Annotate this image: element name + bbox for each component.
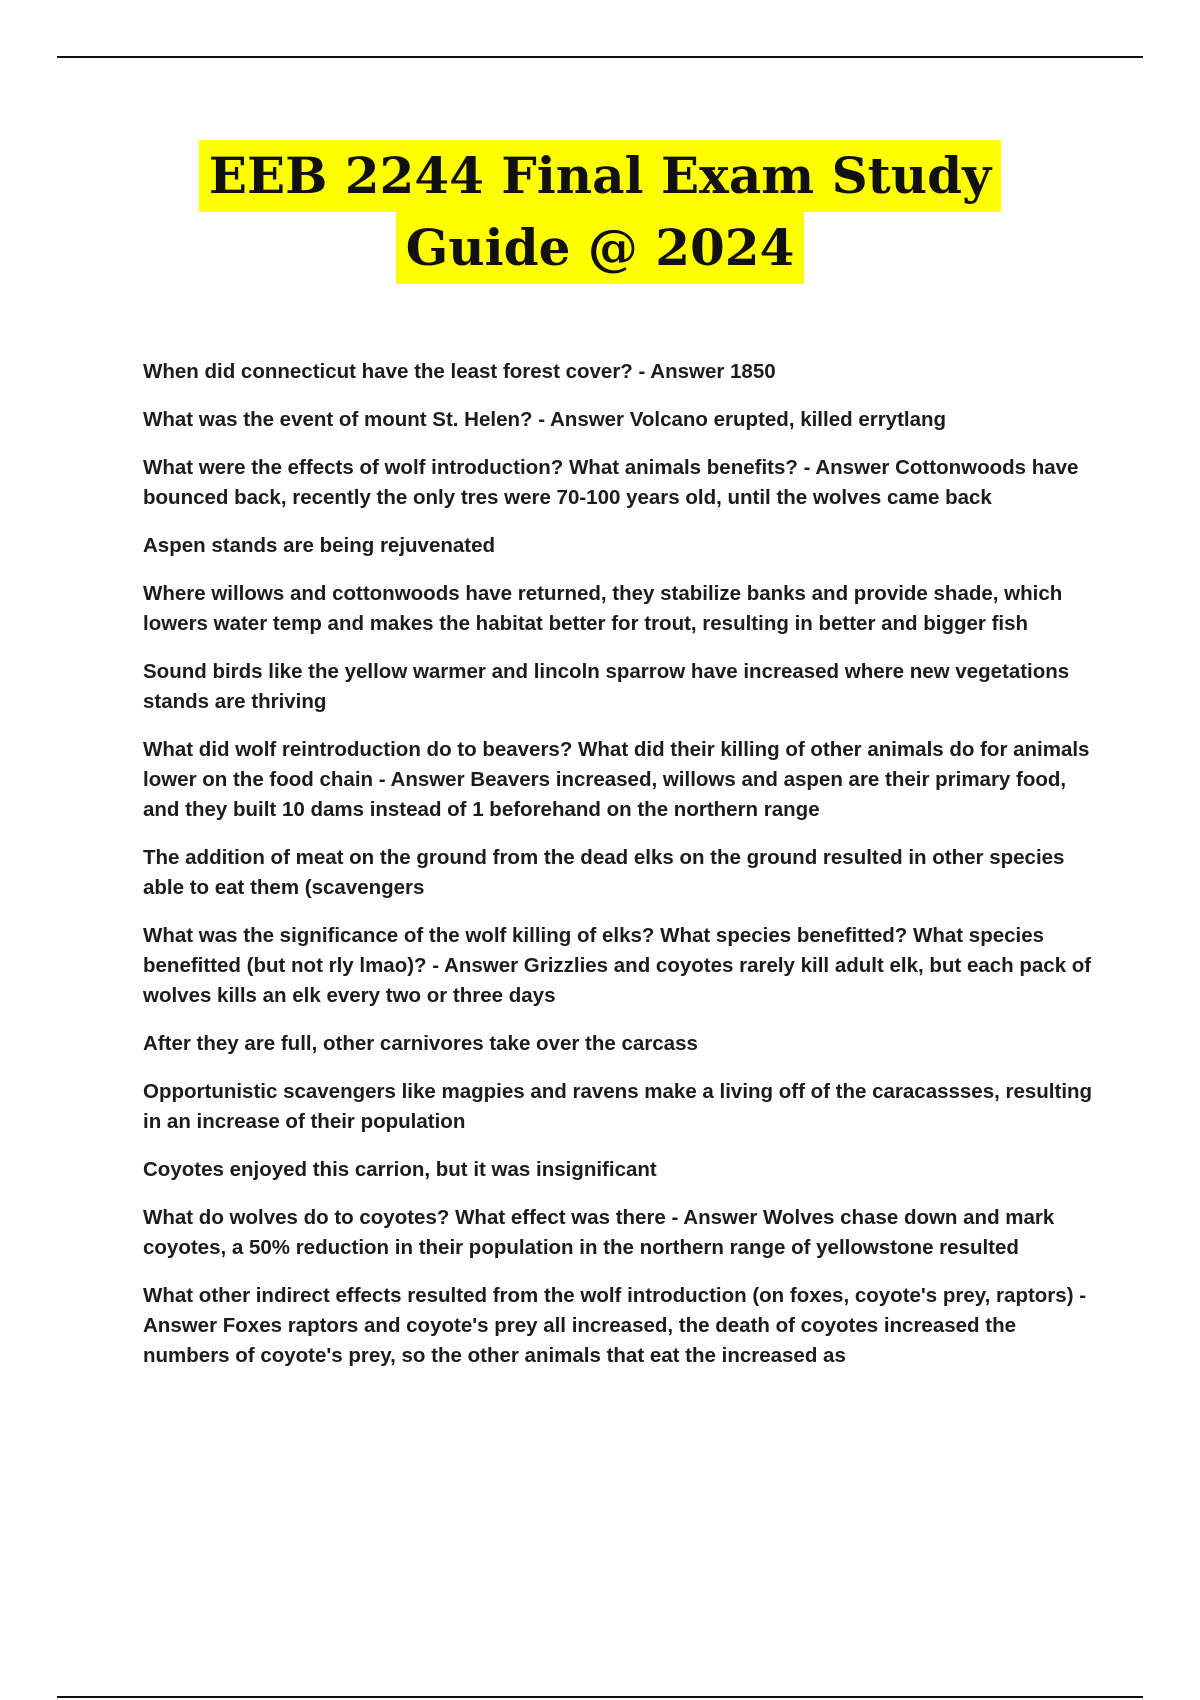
qa-paragraph: What was the significance of the wolf killing of elks? What species benefitted? What species benefitted (but not rly lmao)? - Answer Grizzlies and coyotes rarely kill adult elk, but each pack of wolves kills an elk every two or three days bbox=[143, 924, 1092, 1007]
qa-paragraph: What other indirect effects resulted from the wolf introduction (on foxes, coyote's prey, raptors) - Answer Foxes raptors and coyote's prey all increased, the death of coyotes increased the numbers of coyote's prey, so the other animals that eat the increased as bbox=[143, 1284, 1087, 1367]
study-guide-body bbox=[143, 357, 1103, 1389]
qa-paragraph: Sound birds like the yellow warmer and lincoln sparrow have increased where new vegetations stands are thriving bbox=[143, 660, 1070, 713]
qa-paragraph: What did wolf reintroduction do to beavers? What did their killing of other animals do for animals lower on the food chain - Answer Beavers increased, willows and aspen are their primary food, and they built 10 dams instead of 1 beforehand on the northern range bbox=[143, 738, 1090, 821]
qa-paragraph: The addition of meat on the ground from the dead elks on the ground resulted in other species able to eat them (scavengers bbox=[143, 846, 1065, 899]
qa-paragraph: After they are full, other carnivores take over the carcass bbox=[143, 1032, 698, 1055]
title-line-1: EEB 2244 Final Exam Study bbox=[199, 140, 1001, 212]
bottom-divider bbox=[57, 1696, 1143, 1698]
qa-paragraph: What was the event of mount St. Helen? - Answer Volcano erupted, killed errytlang bbox=[143, 408, 947, 431]
qa-paragraph: Coyotes enjoyed this carrion, but it was insignificant bbox=[143, 1158, 657, 1181]
qa-paragraph: Opportunistic scavengers like magpies and ravens make a living off of the caracassses, resulting in an increase of their population bbox=[143, 1080, 1093, 1133]
title-line-2: Guide @ 2024 bbox=[396, 212, 805, 284]
document-title bbox=[0, 140, 1200, 284]
top-divider bbox=[57, 56, 1143, 58]
qa-paragraph: What do wolves do to coyotes? What effect was there - Answer Wolves chase down and mark coyotes, a 50% reduction in their population in the northern range of yellowstone resulted bbox=[143, 1206, 1055, 1259]
qa-paragraph: Aspen stands are being rejuvenated bbox=[143, 534, 496, 557]
qa-paragraph: Where willows and cottonwoods have returned, they stabilize banks and provide shade, which lowers water temp and makes the habitat better for trout, resulting in better and bigger fish bbox=[143, 582, 1063, 635]
qa-paragraph: What were the effects of wolf introduction? What animals benefits? - Answer Cottonwoods have bounced back, recently the only tres were 70-100 years old, until the wolves came back bbox=[143, 456, 1079, 509]
qa-paragraph: When did connecticut have the least forest cover? - Answer 1850 bbox=[143, 360, 776, 383]
